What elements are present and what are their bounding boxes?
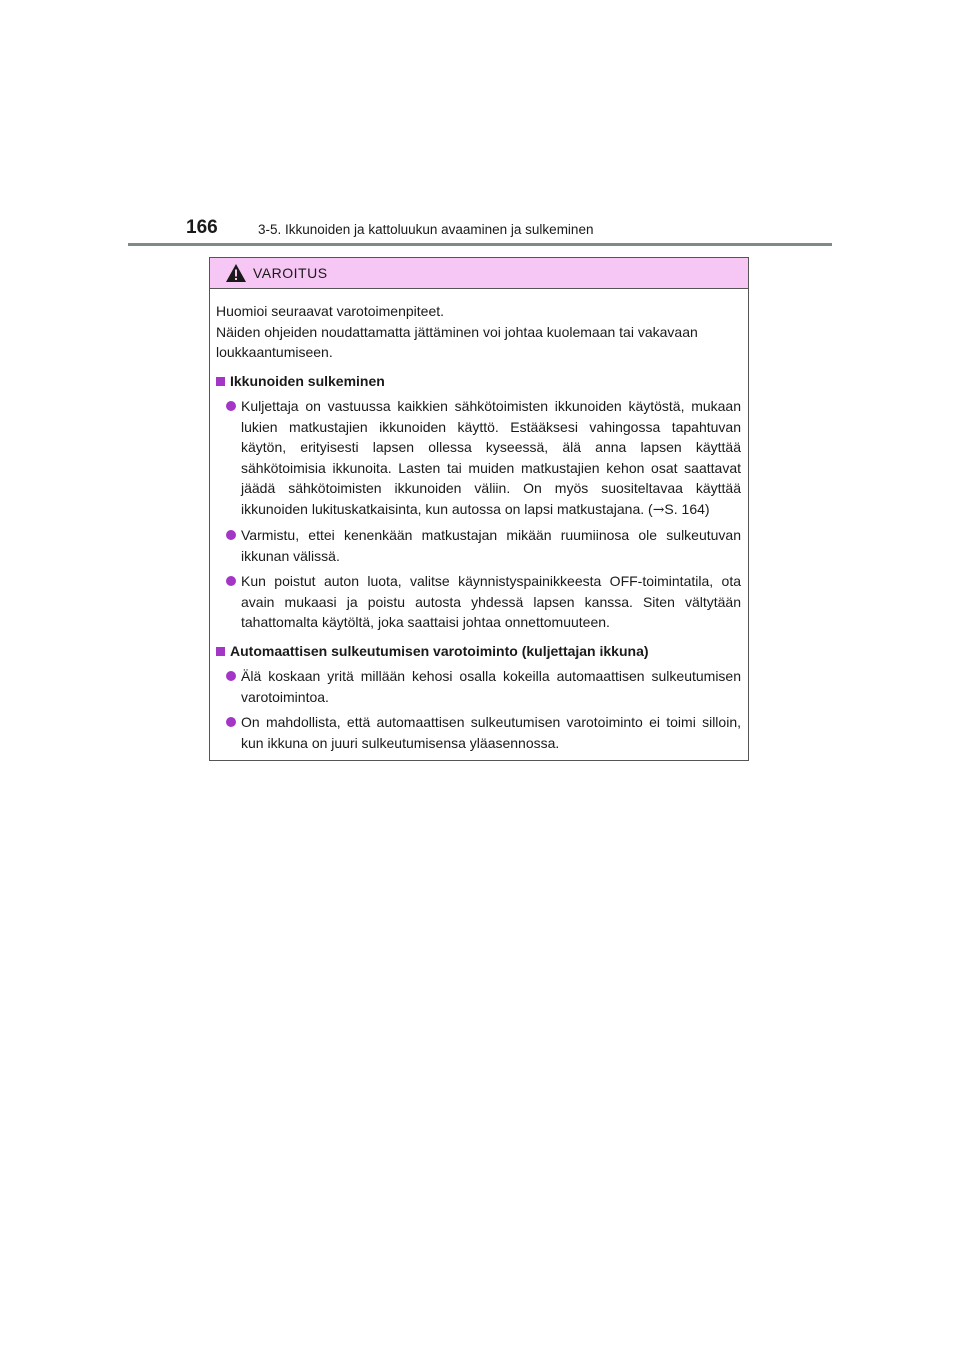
round-bullet-icon bbox=[226, 717, 236, 727]
section-heading-text: Ikkunoiden sulkeminen bbox=[230, 372, 385, 389]
round-bullet-icon bbox=[226, 576, 236, 586]
list-item-text: Kun poistut auton luota, valitse käynnistyspainikkeesta OFF-toimintatila, ota avain mukaasi ja poistu autosta yhdessä lapsen kanssa. Siten vältytään tahattomalta käytöltä, joka saattaisi johtaa onnettomuuteen. bbox=[241, 573, 741, 630]
list-item bbox=[216, 712, 741, 753]
intro-line: Huomioi seuraavat varotoimenpiteet. bbox=[216, 303, 445, 319]
section-heading-auto-close-protection bbox=[216, 641, 741, 662]
warning-header bbox=[210, 258, 748, 289]
page-header bbox=[0, 0, 960, 250]
section-heading-window-closing bbox=[216, 371, 741, 392]
list-item-text: Varmistu, ettei kenenkään matkustajan mikään ruumiinosa ole sulkeutuvan ikkunan välissä. bbox=[241, 527, 741, 564]
intro-line: Näiden ohjeiden noudattamatta jättäminen voi johtaa kuolemaan tai vakavaan loukkaantumiseen. bbox=[216, 323, 698, 360]
warning-triangle-icon bbox=[225, 263, 247, 283]
list-item-text: On mahdollista, että automaattisen sulkeutumisen varotoiminto ei toimi silloin, kun ikkuna on juuri sulkeutumisensa yläasennossa. bbox=[241, 714, 741, 751]
list-item-text: Älä koskaan yritä millään kehosi osalla kokeilla automaattisen sulkeutumisen varotoimintoa. bbox=[241, 668, 741, 705]
header-divider bbox=[128, 243, 832, 246]
list-item bbox=[216, 396, 741, 520]
list-item bbox=[216, 571, 741, 633]
round-bullet-icon bbox=[226, 671, 236, 681]
page-number: 166 bbox=[186, 217, 218, 238]
section-heading-text: Automaattisen sulkeutumisen varotoiminto (kuljettajan ikkuna) bbox=[230, 642, 649, 659]
round-bullet-icon bbox=[226, 401, 236, 411]
square-bullet-icon bbox=[216, 377, 225, 386]
list-item-text: Kuljettaja on vastuussa kaikkien sähkötoimisten ikkunoiden käytöstä, mukaan lukien matkustajien ikkunoiden käyttö. Estääksesi vahingossa tapahtuvan käytön, erityisesti lapsen ollessa kyseessä, älä anna lapsen käyttää sähkötoimisia ikkunoita. Lasten tai muiden matkustajien kehon osat saattavat jäädä sähkötoimisten ikkunoiden väliin. On myös suositeltavaa käyttää ikkunoiden lukituskatkaisinta, kun autossa on lapsi matkustajana. ( bbox=[241, 398, 741, 517]
section-title: 3-5. Ikkunoiden ja kattoluukun avaaminen ja sulkeminen bbox=[258, 222, 594, 237]
warning-box bbox=[209, 257, 749, 761]
square-bullet-icon bbox=[216, 647, 225, 656]
reference-arrow: → bbox=[652, 501, 665, 518]
list-item bbox=[216, 525, 741, 566]
page-reference: S. 164) bbox=[664, 500, 710, 517]
list-item bbox=[216, 666, 741, 707]
round-bullet-icon bbox=[226, 530, 236, 540]
warning-body bbox=[210, 289, 748, 753]
warning-intro bbox=[216, 301, 741, 363]
warning-title: VAROITUS bbox=[253, 265, 328, 281]
